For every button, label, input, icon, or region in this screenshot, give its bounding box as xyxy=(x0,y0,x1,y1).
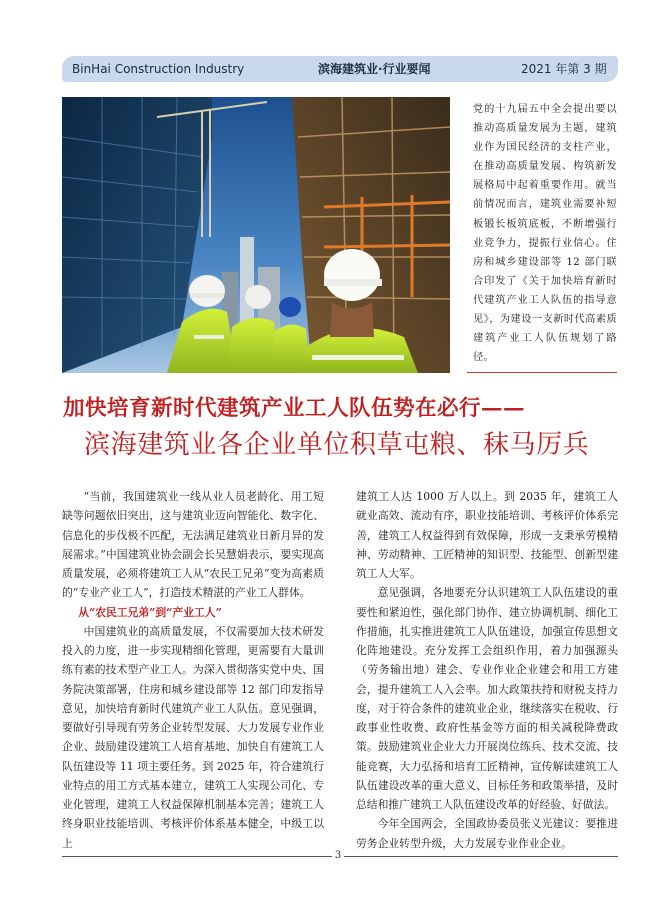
magazine-name: BinHai Construction Industry xyxy=(72,62,245,76)
intro-divider xyxy=(467,372,617,373)
body-column-left xyxy=(62,487,324,853)
body-paragraph: “当前，我国建筑业一线从业人员老龄化、用工短缺等问题依旧突出，这与建筑业迈向智能化、数字化、信息化的步伐极不匹配，无法满足建筑业日新月异的发展需求。”中国建筑业协会副会长吴慧娟表示，要实现高质量发展，必须将建筑工人从“农民工兄弟”变为高素质的“专业产业工人”，打造技术精湛的产业工人群体。 xyxy=(62,490,324,600)
body-paragraph: 建筑工人达 1000 万人以上。到 2035 年，建筑工人就业高效、流动有序，职业技能培训、考核评价体系完善，建筑工人权益得到有效保障，形成一支秉承劳模精神、劳动精神、工匠精神的知识型、技能型、创新型建筑工人大军。 xyxy=(356,490,618,580)
construction-workers-photo xyxy=(62,97,450,373)
page-number: 3 xyxy=(332,850,344,861)
headline-line-1: 加快培育新时代建筑产业工人队伍势在必行—— xyxy=(63,396,526,421)
body-paragraph: 意见强调，各地要充分认识建筑工人队伍建设的重要性和紧迫性，强化部门协作、建立协调机制、细化工作措施，扎实推进建筑工人队伍建设，加强宣传思想文化阵地建设。充分发挥工会组织作用，着力加强源头（劳务输出地）建会、专业作业企业建会和用工方建会，提升建筑工人入会率。加大政策扶持和财税支持力度，对于符合条件的建筑业企业，继续落实在税收、行政事业性收费、政府性基金等方面的相关减税降费政策。鼓励建筑业企业大力开展岗位练兵、技术交流、技能竞赛，大力弘扬和培育工匠精神，宣传解读建筑工人队伍建设改革的重大意义、目标任务和政策举措，及时总结和推广建筑工人队伍建设改革的好经验、好做法。 xyxy=(356,586,618,811)
intro-paragraph: 党的十九届五中全会提出要以推动高质量发展为主题，建筑业作为国民经济的支柱产业，在推动高质量发展、构筑新发展格局中起着重要作用。就当前情况而言，建筑业需要补短板锻长板筑底板，不断增强行业竞争力，提振行业信心。住房和城乡建设部等 12 部门联合印发了《关于加快培育新时代建筑产业工人队伍的指导意见》，为建设一支新时代高素质建筑产业工人队伍规划了路径。 xyxy=(473,104,617,364)
body-column-right xyxy=(356,487,618,853)
column-title: 滨海建筑业·行业要闻 xyxy=(318,62,431,76)
section-subheading: 从“农民工兄弟”到“产业工人” xyxy=(78,605,222,619)
body-paragraph: 今年全国两会，全国政协委员张义光建议：要推进劳务企业转型升级，大力发展专业作业企业。 xyxy=(356,817,618,850)
headline-line-2: 滨海建筑业各企业单位积草屯粮、秣马厉兵 xyxy=(84,430,590,460)
issue-number: 2021 年第 3 期 xyxy=(521,62,607,76)
body-paragraph: 中国建筑业的高质量发展，不仅需要加大技术研发投入的力度，进一步实现精细化管理，更需要有大量训练有素的技术型产业工人。为深入贯彻落实党中央、国务院决策部署，住房和城乡建设部等 12 部门印发指导意见，加快培育新时代建筑产业工人队伍。意见强调，要做好引导现有劳务企业转型发展、大力发展专业作业企业、鼓励建设建筑工人培育基地、加快自有建筑工人队伍建设等 11 项主要任务。到 2025 年，符合建筑行业特点的用工方式基本建立，建筑工人实现公司化、专业化管理，建筑工人权益保障机制基本完善；建筑工人终身职业技能培训、考核评价体系基本健全，中级工以上 xyxy=(62,624,324,850)
